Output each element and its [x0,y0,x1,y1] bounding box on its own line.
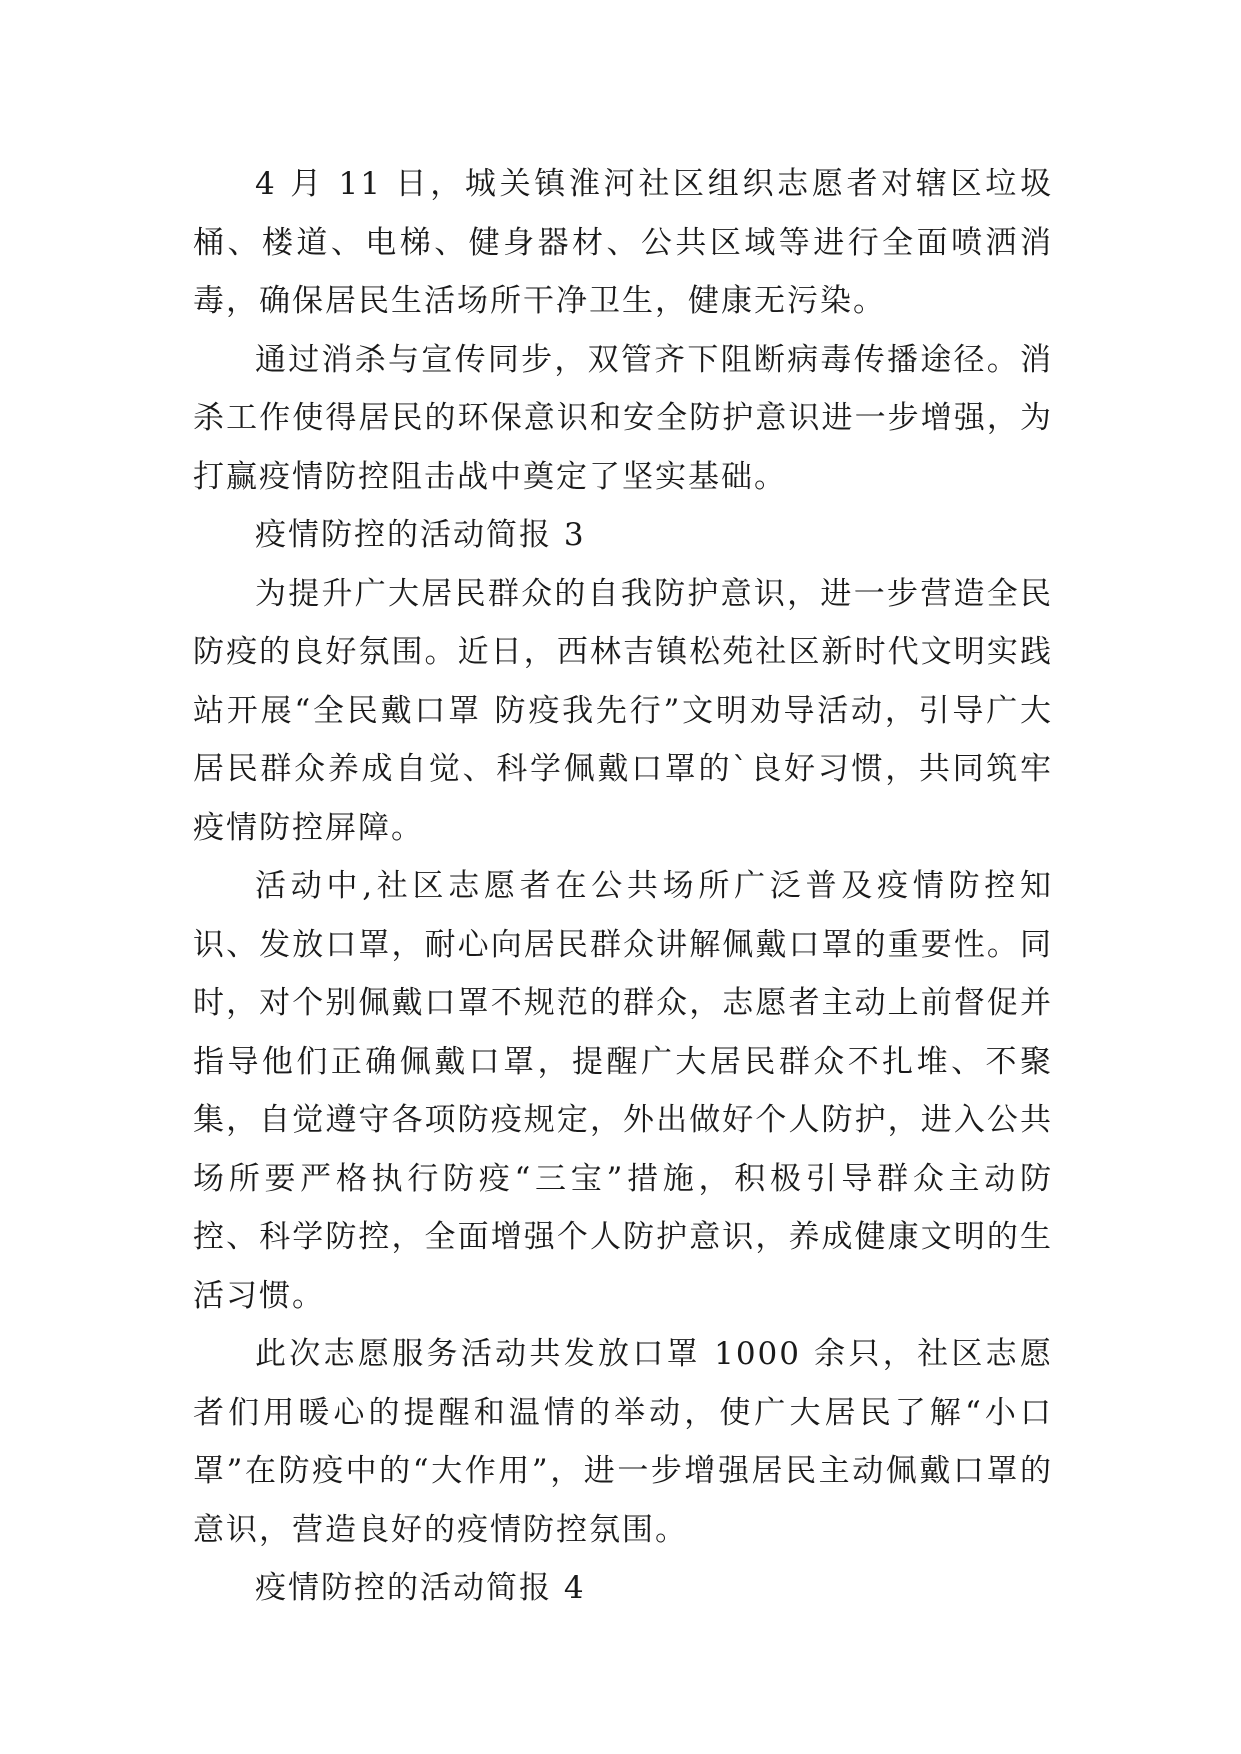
section-heading-3: 疫情防控的活动简报 3 [255,517,586,553]
paragraph-disinfection: 4 月 11 日，城关镇淮河社区组织志愿者对辖区垃圾桶、楼道、电梯、健身器材、公共区域等进行全面喷洒消毒，确保居民生活场所干净卫生，健康无污染。 [193,166,1053,319]
paragraph-masks-distributed: 此次志愿服务活动共发放口罩 1000 余只，社区志愿者们用暖心的提醒和温情的举动，使广大居民了解“小口罩”在防疫中的“大作用”，进一步增强居民主动佩戴口罩的意识，营造良好的疫情防控氛围。 [193,1336,1053,1548]
paragraph-volunteer-activity: 活动中,社区志愿者在公共场所广泛普及疫情防控知识、发放口罩，耐心向居民群众讲解佩戴口罩的重要性。同时，对个别佩戴口罩不规范的群众，志愿者主动上前督促并指导他们正确佩戴口罩，提醒广大居民群众不扎堆、不聚集，自觉遵守各项防疫规定，外出做好个人防护，进入公共场所要严格执行防疫“三宝”措施，积极引导群众主动防控、科学防控，全面增强个人防护意识，养成健康文明的生活习惯。 [193,868,1053,1314]
section-heading-4: 疫情防控的活动简报 4 [255,1570,586,1606]
document-body [193,155,1053,1618]
paragraph-mask-campaign: 为提升广大居民群众的自我防护意识，进一步营造全民防疫的良好氛围。近日，西林吉镇松苑社区新时代文明实践站开展“全民戴口罩 防疫我先行”文明劝导活动，引导广大居民群众养成自觉、科学佩戴口罩的`良好习惯，共同筑牢疫情防控屏障。 [193,575,1053,846]
paragraph-publicity: 通过消杀与宣传同步，双管齐下阻断病毒传播途径。消杀工作使得居民的环保意识和安全防护意识进一步增强，为打赢疫情防控阻击战中奠定了坚实基础。 [193,341,1053,495]
